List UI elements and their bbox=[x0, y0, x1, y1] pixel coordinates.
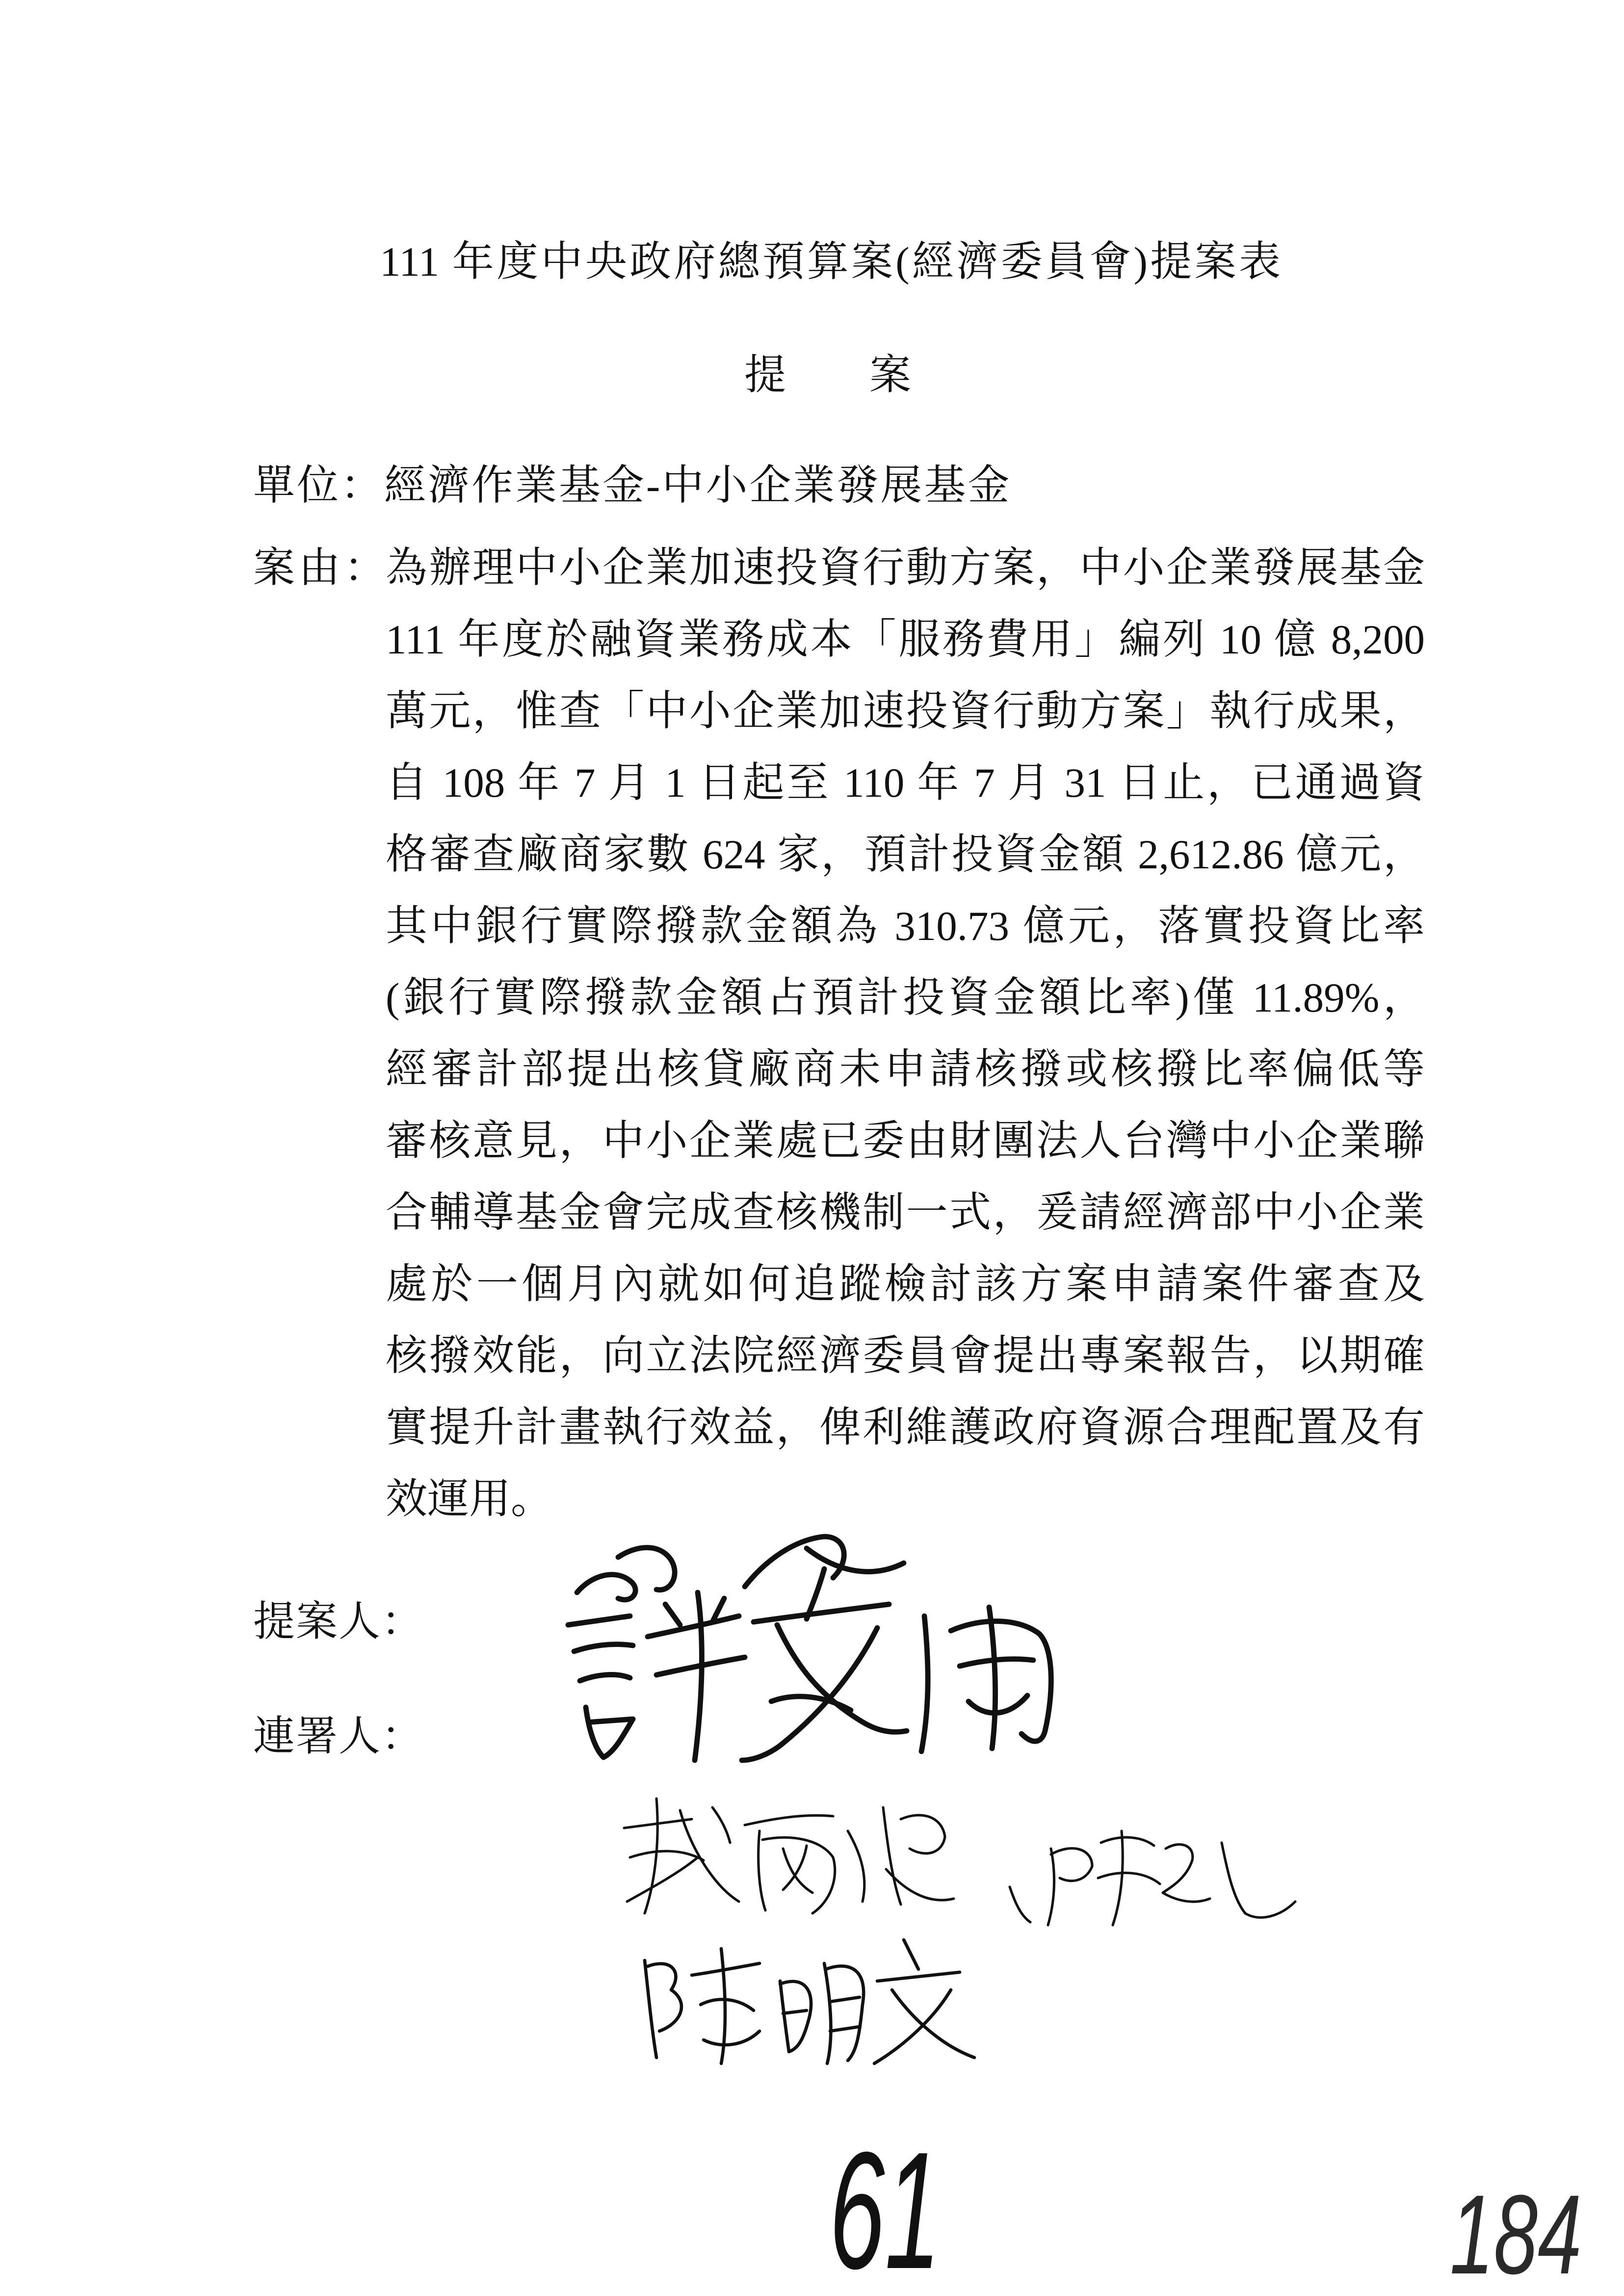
unit-label: 單位： bbox=[253, 463, 385, 509]
reason-line: 經審計部提出核貸廠商未申請核撥或核撥比率偏低等 bbox=[386, 1046, 1425, 1093]
reason-line: 為辦理中小企業加速投資行動方案，中小企業發展基金 bbox=[386, 545, 1425, 591]
cosigner-signature-1 bbox=[624, 1799, 954, 1913]
reason-line: (銀行實際撥款金額占預計投資金額比率)僅 11.89%， bbox=[386, 975, 1425, 1021]
cosigner-signature-2 bbox=[1010, 1831, 1295, 1925]
reason-line: 自 108 年 7 月 1 日起至 110 年 7 月 31 日止，已通過資 bbox=[386, 760, 1425, 806]
document-heading: 提 案 bbox=[744, 352, 911, 398]
reason-line: 實提升計畫執行效益，俾利維護政府資源合理配置及有 bbox=[386, 1405, 1425, 1451]
reason-line: 其中銀行實際撥款金額為 310.73 億元，落實投資比率 bbox=[386, 903, 1425, 949]
cosigner-signature-3 bbox=[645, 1940, 974, 2063]
reason-line: 111 年度於融資業務成本「服務費用」編列 10 億 8,200 bbox=[386, 617, 1425, 663]
handwritten-page-number: 61 bbox=[829, 2117, 941, 2296]
document-title: 111 年度中央政府總預算案(經濟委員會)提案表 bbox=[380, 239, 1281, 285]
reason-line: 萬元，惟查「中小企業加速投資行動方案」執行成果， bbox=[386, 688, 1425, 734]
unit-value: 經濟作業基金-中小企業發展基金 bbox=[384, 463, 1012, 509]
proposer-label: 提案人： bbox=[253, 1599, 424, 1645]
reason-line: 效運用。 bbox=[386, 1476, 553, 1522]
reason-line: 合輔導基金會完成查核機制一式，爰請經濟部中小企業 bbox=[386, 1190, 1425, 1236]
reason-line: 格審查廠商家數 624 家，預計投資金額 2,612.86 億元， bbox=[386, 832, 1425, 878]
proposer-signature bbox=[568, 1537, 1051, 1760]
cosigner-label: 連署人： bbox=[253, 1714, 424, 1760]
reason-line: 核撥效能，向立法院經濟委員會提出專案報告，以期確 bbox=[386, 1333, 1425, 1379]
reason-label: 案由： bbox=[253, 545, 386, 591]
unit-row bbox=[253, 450, 1425, 522]
handwritten-margin-number: 184 bbox=[1450, 2171, 1582, 2296]
reason-body bbox=[386, 532, 1425, 1535]
reason-line: 審核意見，中小企業處已委由財團法人台灣中小企業聯 bbox=[386, 1118, 1425, 1164]
reason-line: 處於一個月內就如何追蹤檢討該方案申請案件審查及 bbox=[386, 1261, 1425, 1307]
